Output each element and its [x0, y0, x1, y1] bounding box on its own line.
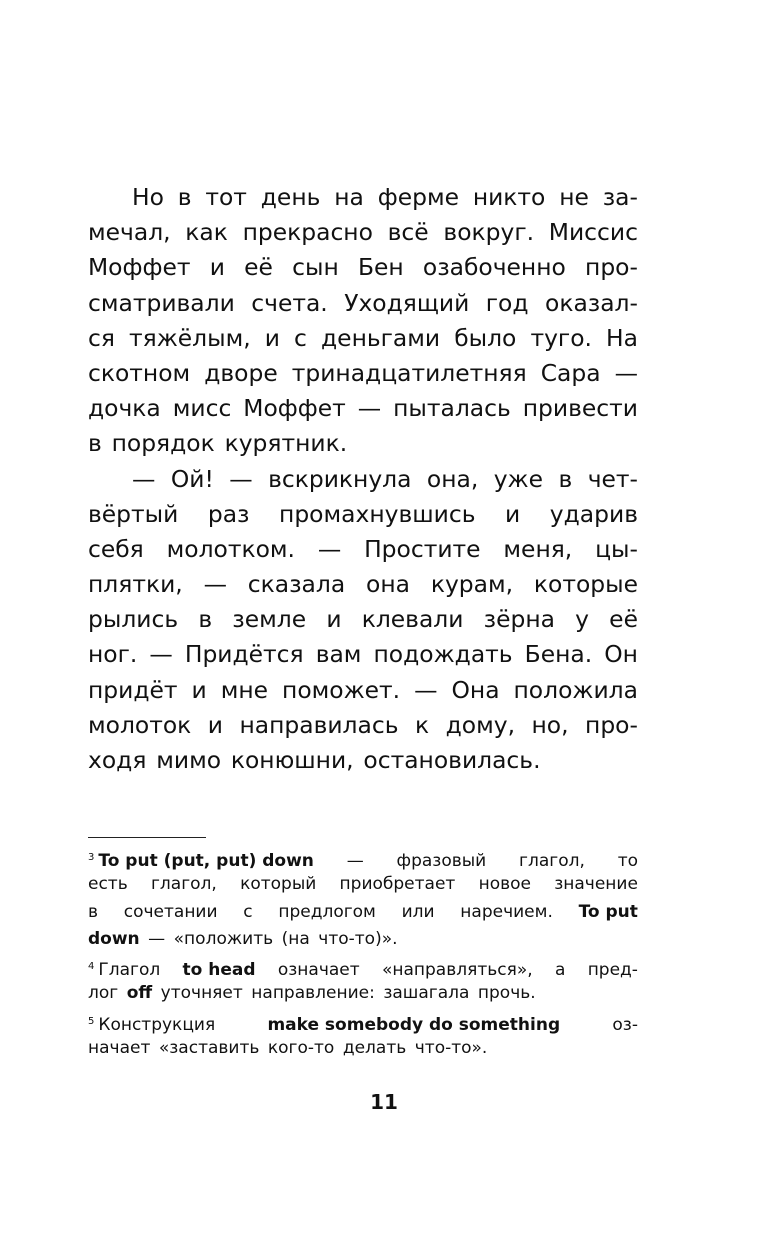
word: «направляться»,: [381, 960, 533, 981]
word: поможет.: [282, 675, 401, 704]
word: и: [209, 253, 225, 282]
word: Глагол: [98, 960, 161, 981]
word: —: [414, 675, 438, 704]
word: и: [264, 323, 280, 352]
text-line: [88, 250, 638, 285]
word: оз-: [612, 1014, 638, 1035]
word: курам,: [430, 570, 514, 599]
footnote-line: [88, 871, 638, 898]
word: Миссис: [548, 218, 638, 247]
footnote-line: [88, 980, 638, 1007]
word: туго.: [530, 323, 592, 352]
word: мисс: [172, 394, 232, 423]
word: дочка: [88, 394, 161, 423]
text-line: [88, 602, 638, 637]
word: «заставить: [158, 1038, 260, 1059]
word: уже: [493, 464, 544, 493]
word: на: [334, 183, 364, 211]
word: make somebody do something: [267, 1014, 561, 1035]
word: —: [317, 534, 342, 563]
word: означает: [277, 960, 360, 981]
text-line: [88, 321, 638, 356]
word: год: [485, 288, 529, 317]
word: вокруг.: [443, 218, 535, 247]
word: Придётся: [184, 640, 304, 669]
word: вам: [315, 640, 362, 669]
word: лог: [88, 983, 119, 1004]
word: которые: [533, 570, 638, 599]
text-line: [88, 462, 638, 497]
word: в: [177, 183, 192, 211]
word: который: [240, 874, 317, 895]
word: Моффет: [243, 394, 346, 423]
word: в: [198, 605, 213, 634]
word: подождать: [373, 640, 513, 669]
text-line: [88, 673, 638, 708]
word: дворе: [204, 358, 278, 387]
text-line: [88, 567, 638, 602]
word: тринадцатилетняя: [291, 358, 527, 387]
word: и: [207, 710, 223, 739]
word: про-: [585, 253, 638, 282]
word: чет-: [587, 464, 638, 493]
word: пыталась: [393, 394, 511, 423]
footnote-line: [88, 899, 638, 926]
word: На: [606, 323, 638, 352]
word: To put (put, put) down: [98, 851, 314, 871]
word: остановилась.: [363, 746, 541, 774]
text-line: [88, 180, 638, 215]
word: было: [454, 323, 517, 352]
footnote-number: 5: [88, 1015, 95, 1027]
word: сказала: [247, 570, 346, 599]
footnote-number: 3: [88, 852, 95, 863]
word: за-: [602, 183, 638, 211]
word: никто: [472, 183, 546, 211]
text-line: [88, 356, 638, 391]
word: счета.: [251, 288, 328, 317]
word: в: [88, 901, 99, 922]
page-number: 11: [370, 1090, 398, 1114]
word: глагол,: [150, 874, 217, 895]
footnote-line: [88, 953, 638, 980]
text-line: [88, 215, 638, 250]
word: наречием.: [460, 901, 553, 922]
word: курятник.: [224, 429, 348, 458]
word: промахнувшись: [279, 499, 476, 528]
word: к: [414, 710, 430, 739]
word: молоток: [88, 710, 192, 739]
word: как: [185, 218, 228, 247]
word: Бен: [357, 253, 404, 282]
word: у: [575, 605, 589, 634]
text-line: [88, 532, 638, 567]
word: мне: [220, 675, 269, 704]
word: направилась: [239, 710, 399, 739]
word: —: [346, 851, 364, 871]
footnote-line: [88, 1035, 638, 1062]
word: плятки,: [88, 570, 183, 599]
word: Моффет: [88, 253, 191, 282]
word: себя: [88, 534, 144, 563]
word: (на: [281, 928, 310, 949]
word: прекрасно: [242, 218, 373, 247]
word: не: [559, 183, 589, 211]
word: конюшни,: [230, 746, 354, 774]
word: —: [357, 394, 382, 423]
word: есть: [88, 874, 128, 895]
word: Ой!: [170, 464, 214, 493]
word: положила: [513, 675, 638, 704]
word: —: [148, 928, 166, 949]
word: но,: [531, 710, 569, 739]
word: что-то».: [414, 1038, 488, 1059]
word: Она: [451, 675, 500, 704]
word: деньгами: [321, 323, 441, 352]
word: она: [366, 570, 410, 599]
text-line: [88, 497, 638, 532]
footnotes: [88, 844, 638, 1062]
word: off: [126, 983, 153, 1004]
word: предлогом: [278, 901, 376, 922]
word: тяжёлым,: [129, 323, 251, 352]
footnote-line: [88, 844, 638, 871]
footnote-number: 4: [88, 961, 95, 973]
word: в: [88, 429, 102, 458]
word: её: [609, 605, 638, 634]
word: прочь.: [477, 983, 536, 1004]
word: озабоченно: [422, 253, 566, 282]
word: зашагала: [383, 983, 470, 1004]
word: или: [401, 901, 435, 922]
word: день: [260, 183, 321, 211]
word: новое: [478, 874, 531, 895]
word: —: [132, 464, 156, 493]
word: начает: [88, 1038, 151, 1059]
word: меня,: [503, 534, 573, 563]
word: в: [558, 464, 573, 493]
word: Уходящий: [344, 288, 470, 317]
word: мимо: [156, 746, 222, 774]
word: с: [243, 901, 253, 922]
word: Сара: [540, 358, 601, 387]
main-text: [88, 180, 638, 778]
word: Конструкция: [98, 1014, 216, 1035]
word: молотком.: [166, 534, 295, 563]
word: она,: [426, 464, 479, 493]
word: оказал-: [545, 288, 638, 317]
word: и: [326, 605, 342, 634]
word: значение: [554, 874, 638, 895]
word: раз: [207, 499, 250, 528]
word: down: [88, 928, 140, 949]
text-line: [88, 708, 638, 743]
text-line: [88, 637, 638, 672]
word: про-: [585, 710, 638, 739]
word: тот: [205, 183, 247, 211]
word: и: [191, 675, 207, 704]
word: земле: [232, 605, 307, 634]
word: вскрикнула: [268, 464, 412, 493]
word: её: [244, 253, 273, 282]
footnote-line: [88, 926, 638, 953]
word: направление:: [251, 983, 375, 1004]
text-line: [88, 391, 638, 426]
word: уточняет: [160, 983, 243, 1004]
word: рылись: [88, 605, 179, 634]
word: что-то)».: [318, 928, 398, 949]
text-line: [88, 743, 638, 778]
word: ферме: [377, 183, 459, 211]
word: цы-: [595, 534, 638, 563]
word: придёт: [88, 675, 178, 704]
footnote-divider: [88, 837, 206, 838]
word: пред-: [587, 960, 638, 981]
word: вёртый: [88, 499, 179, 528]
word: сматривали: [88, 288, 235, 317]
word: ходя: [88, 746, 147, 774]
word: с: [294, 323, 307, 352]
word: скотном: [88, 358, 191, 387]
word: кого-то: [267, 1038, 335, 1059]
word: «положить: [173, 928, 274, 949]
text-line: [88, 426, 638, 461]
word: дому,: [445, 710, 516, 739]
word: делать: [342, 1038, 407, 1059]
word: всё: [387, 218, 429, 247]
text-line: [88, 286, 638, 321]
word: мечал,: [88, 218, 171, 247]
word: Бена.: [524, 640, 593, 669]
word: приобретает: [339, 874, 456, 895]
word: клевали: [361, 605, 464, 634]
word: ног.: [88, 640, 138, 669]
word: зёрна: [483, 605, 555, 634]
word: —: [614, 358, 638, 387]
word: глагол,: [519, 851, 585, 871]
word: —: [149, 640, 173, 669]
word: фразовый: [396, 851, 487, 871]
word: Простите: [364, 534, 481, 563]
word: To put: [578, 901, 638, 922]
word: Он: [604, 640, 638, 669]
word: —: [229, 464, 253, 493]
word: ся: [88, 323, 115, 352]
word: сочетании: [123, 901, 218, 922]
word: то: [617, 851, 638, 871]
word: Но: [132, 183, 164, 211]
word: to head: [182, 960, 256, 981]
word: и: [505, 499, 521, 528]
word: —: [203, 570, 227, 599]
word: порядок: [111, 429, 215, 458]
word: сын: [292, 253, 339, 282]
word: а: [554, 960, 566, 981]
footnote-line: [88, 1008, 638, 1035]
word: привести: [522, 394, 638, 423]
word: ударив: [549, 499, 638, 528]
